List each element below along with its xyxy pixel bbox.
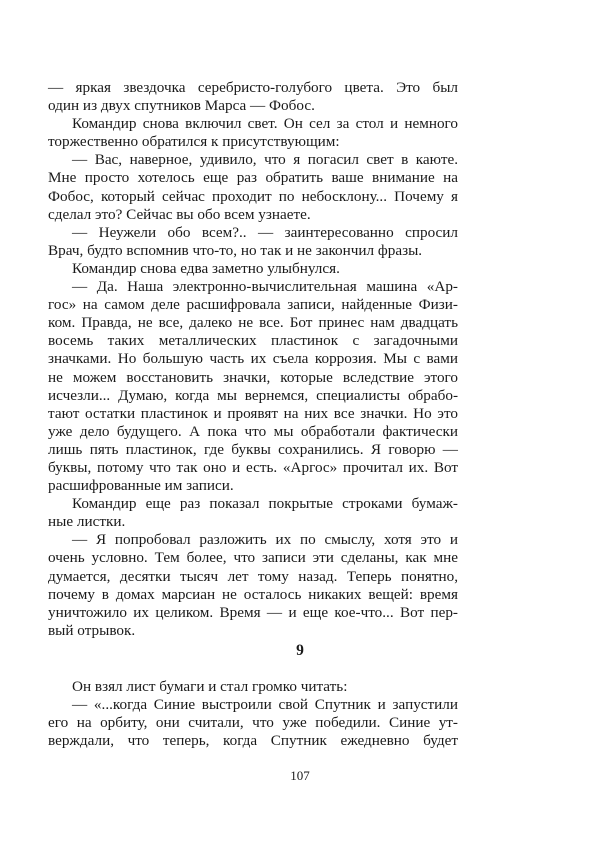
text-line: сделал это? Сейчас вы обо всем узнаете. bbox=[48, 205, 311, 223]
text-line: Командир снова включил свет. Он сел за стол и немного bbox=[72, 115, 458, 133]
text-line: — Вас, наверное, удивило, что я погасил свет в каюте. bbox=[72, 151, 458, 169]
text-line: вый отрывок. bbox=[48, 621, 136, 639]
text-line: — «...когда Синие выстроили свой Спутник и запустили bbox=[72, 696, 458, 714]
page-number: 107 bbox=[290, 768, 310, 783]
text-line: почему в домах марсиан не осталось никаких вещей: время bbox=[48, 585, 458, 603]
text-line: один из двух спутников Марса — Фобос. bbox=[48, 97, 315, 115]
text-line: Врач, будто вспомнив что-то, но так и не закончил фразы. bbox=[48, 241, 423, 259]
text-line: верждали, что теперь, когда Спутник ежедневно будет bbox=[48, 732, 458, 750]
text-line: восемь таких металлических пластинок с загадочными bbox=[48, 332, 458, 350]
text-line: значками. Но большую часть их съела коррозия. Мы с вами bbox=[48, 350, 458, 368]
text-line: ком. Правда, не все, далеко не все. Бот принес нам двадцать bbox=[48, 314, 458, 332]
text-line: Мне просто хотелось еще раз обратить ваше внимание на bbox=[48, 169, 458, 187]
text-line: расшифрованные им записи. bbox=[48, 477, 234, 495]
body-text bbox=[48, 79, 458, 640]
chapter-number: 9 bbox=[296, 642, 304, 659]
text-line: уже дело будущего. А пока что мы обработали фактически bbox=[48, 422, 458, 440]
text-line: его на орбиту, они считали, что уже победили. Синие ут- bbox=[48, 714, 458, 732]
text-line: не можем восстановить значки, которые вследствие этого bbox=[48, 368, 458, 386]
text-line: буквы, потому что так оно и есть. «Аргос» прочитал их. Вот bbox=[48, 458, 458, 476]
text-line: уничтожило их целиком. Время — и еще кое-что... Вот пер- bbox=[48, 603, 458, 621]
text-line: — яркая звездочка серебристо-голубого цвета. Это был bbox=[48, 79, 458, 96]
text-line: ные листки. bbox=[48, 513, 126, 531]
text-line: — Я попробовал разложить их по смыслу, хотя это и bbox=[72, 531, 458, 549]
text-line: торжественно обратился к присутствующим: bbox=[48, 133, 340, 151]
text-line: исчезли... Думаю, когда мы вернемся, специалисты обрабо- bbox=[48, 386, 458, 404]
text-line: лишь пять пластинок, где буквы сохранились. Я говорю — bbox=[48, 440, 458, 458]
text-line: Командир еще раз показал покрытые строками бумаж- bbox=[72, 495, 458, 513]
body-text-continued bbox=[48, 678, 458, 750]
text-line: Фобос, который сейчас проходит по небосклону... Почему я bbox=[48, 187, 458, 205]
text-line: очень условно. Тем более, что записи эти сделаны, как мне bbox=[48, 549, 458, 567]
text-line: думается, десятки тысяч лет тому назад. Теперь понятно, bbox=[48, 567, 458, 585]
text-line: Командир снова едва заметно улыбнулся. bbox=[72, 259, 340, 277]
text-line: — Неужели обо всем?.. — заинтересованно спросил bbox=[72, 223, 458, 241]
text-line: гос» на самом деле расшифровала записи, найденные Физи- bbox=[48, 296, 458, 314]
text-line: — Да. Наша электронно-вычислительная машина «Ар- bbox=[72, 278, 458, 296]
text-line: Он взял лист бумаги и стал громко читать: bbox=[72, 678, 348, 695]
text-line: тают остатки пластинок и проявят на них все значки. Но это bbox=[48, 404, 458, 422]
